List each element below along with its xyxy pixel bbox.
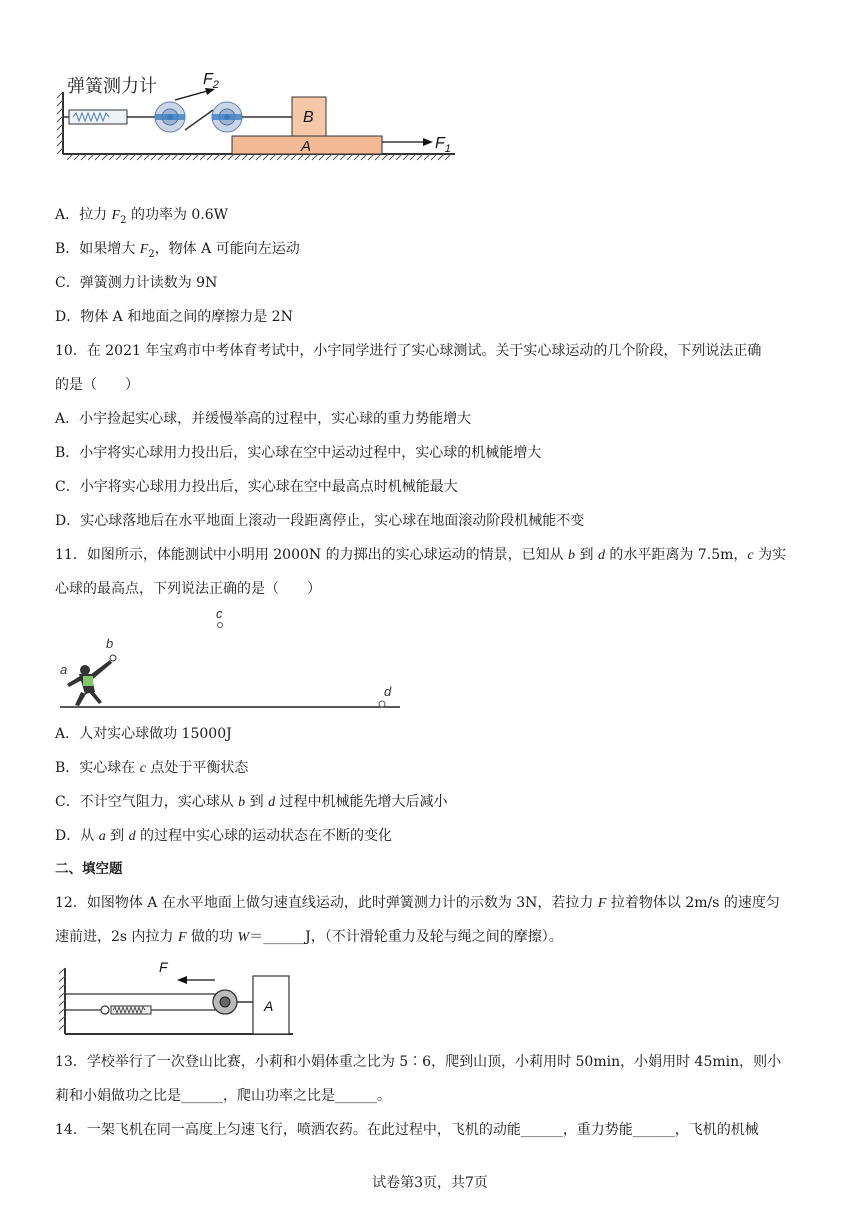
q10-option-b: B．小宇将实心球用力投出后，实心球在空中运动过程中，实心球的机械能增大	[55, 445, 542, 461]
figure-shot-put	[55, 608, 405, 713]
q11-stem-line1: 11．如图所示，体能测试中小明用 2000N 的力掷出的实心球运动的情景，已知从 b 到 d 的水平距离为 7.5m，c 为实	[55, 547, 787, 563]
q10-option-c: C．小宇将实心球用力投出后，实心球在空中最高点时机械能最大	[55, 479, 458, 495]
q13-stem-line1: 13．学校举行了一次登山比赛，小莉和小娟体重之比为 5∶6，爬到山顶，小莉用时 50min，小娟用时 45min，则小	[55, 1054, 782, 1070]
q10-option-a: A．小宇捡起实心球，并缓慢举高的过程中，实心球的重力势能增大	[55, 411, 472, 427]
section-heading-fill-blank: 二、填空题	[55, 861, 123, 877]
q11-option-a: A．人对实心球做功 15000J	[55, 726, 232, 742]
q11-option-c: C．不计空气阻力，实心球从 b 到 d 过程中机械能先增大后减小	[55, 794, 448, 810]
q9-option-b: B．如果增大 $F_2$，物体 A 可能向左运动	[55, 241, 300, 260]
q11-option-d: D．从 a 到 d 的过程中实心球的运动状态在不断的变化	[55, 828, 393, 844]
block-a-label-fig3: A	[264, 998, 274, 1014]
q9-option-c: C．弹簧测力计读数为 9N	[55, 275, 218, 291]
q11-stem-line2: 心球的最高点，下列说法正确的是（ ）	[55, 581, 321, 597]
point-b-label: b	[106, 636, 114, 651]
q9-option-a: A．拉力 $F_2$ 的功率为 0.6W	[55, 207, 229, 226]
q10-stem-line1: 10．在 2021 年宝鸡市中考体育考试中，小宇同学进行了实心球测试。关于实心球运动的几个阶段，下列说法正确	[55, 343, 762, 359]
q12-stem-line2: 速前进，2s 内拉力 F 做的功 W＝______J，（不计滑轮重力及轮与绳之间的摩擦）。	[55, 929, 563, 945]
q12-stem-line1: 12．如图物体 A 在水平地面上做匀速直线运动，此时弹簧测力计的示数为 3N，若拉力 F 拉着物体以 2m/s 的速度匀	[55, 895, 780, 911]
figure-movable-pulley	[55, 958, 305, 1040]
q9-option-d: D．物体 A 和地面之间的摩擦力是 2N	[55, 309, 293, 325]
spring-scale-label: 弹簧测力计	[67, 76, 157, 97]
point-d-label: d	[384, 684, 392, 699]
block-b-label: B	[303, 109, 314, 126]
force-f-label: F	[159, 959, 168, 975]
q11-option-b: B．实心球在 c 点处于平衡状态	[55, 760, 249, 776]
figure-pulley-blocks	[55, 62, 465, 162]
block-a-label: A	[301, 138, 312, 155]
f2-label: $F_2$	[203, 71, 219, 91]
q13-stem-line2: 莉和小娟做功之比是______，爬山功率之比是______。	[55, 1088, 391, 1104]
point-a-label: a	[60, 662, 68, 677]
q10-option-d: D．实心球落地后在水平地面上滚动一段距离停止，实心球在地面滚动阶段机械能不变	[55, 513, 585, 529]
q10-stem-line2: 的是（ ）	[55, 377, 139, 393]
q14-stem-line1: 14．一架飞机在同一高度上匀速飞行，喷洒农药。在此过程中，飞机的动能______，重力势能______，飞机的机械	[55, 1122, 759, 1138]
f1-label: $F_1$	[435, 135, 451, 155]
page-footer: 试卷第3页，共7页	[372, 1175, 488, 1191]
point-c-label: c	[216, 608, 223, 621]
